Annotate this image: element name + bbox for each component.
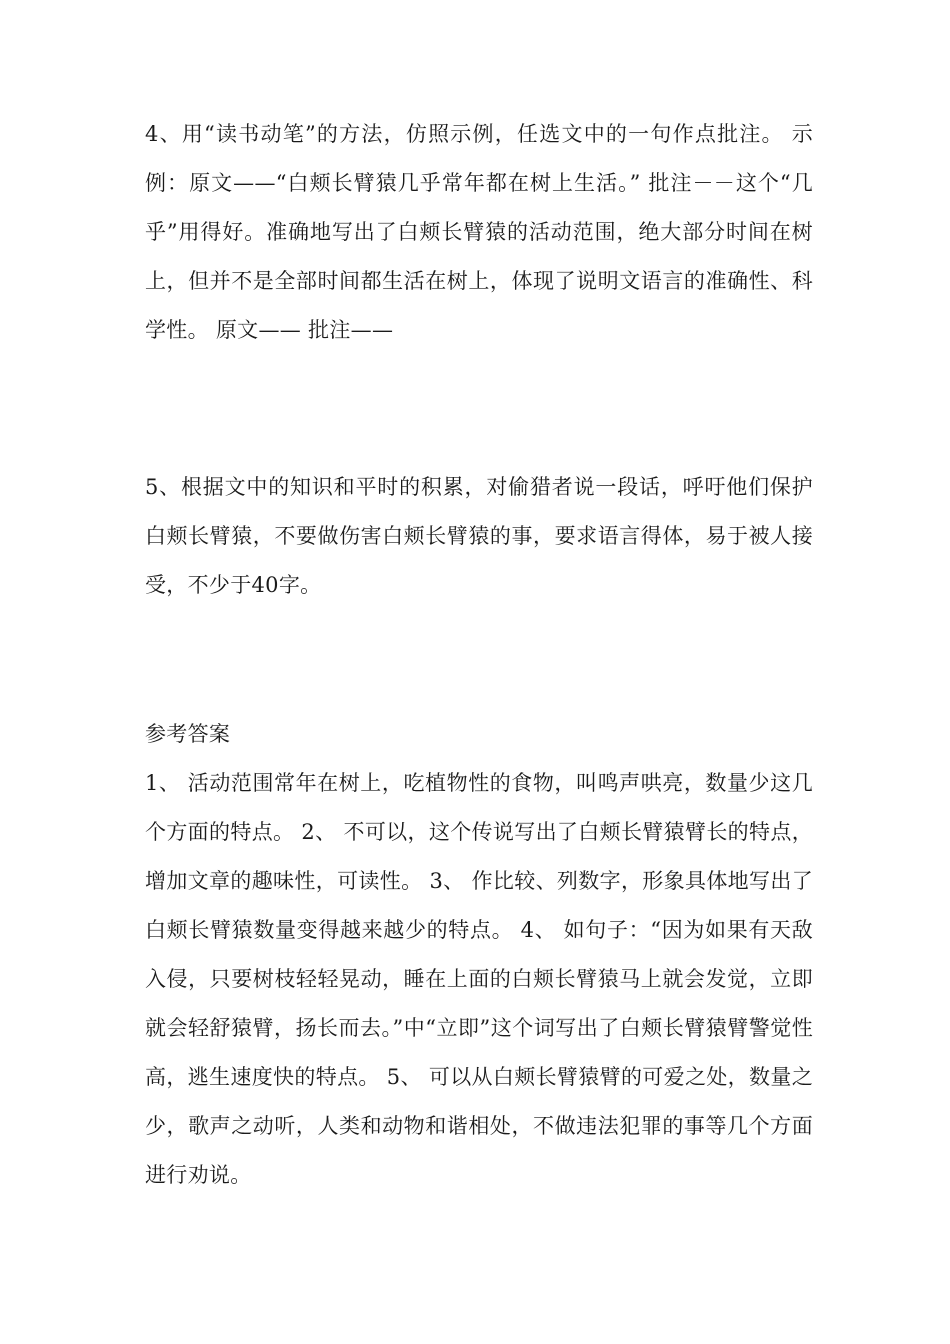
question-4-text: 4、用“读书动笔”的方法，仿照示例，任选文中的一句作点批注。 示例：原文——“白颊长臂猿几乎常年都在树上生活。” 批注－－这个“几乎”用得好。准确地写出了白颊长臂猿的活动范围，绝大部分时间在树上，但并不是全部时间都生活在树上，体现了说明文语言的准确性、科学性。 原文—— 批注—— bbox=[145, 122, 813, 342]
answers-body-text: 1、 活动范围常年在树上，吃植物性的食物，叫鸣声哄亮，数量少这几个方面的特点。 2、 不可以，这个传说写出了白颊长臂猿臂长的特点，增加文章的趣味性，可读性。 3、 作比较、列数字，形象具体地写出了白颊长臂猿数量变得越来越少的特点。 4、 如句子：“因为如果有天敌入侵，只要树枝轻轻晃动，睡在上面的白颊长臂猿马上就会发觉，立即就会轻舒猿臂，扬长而去。”中“立即”这个词写出了白颊长臂猿臂警觉性高，逃生速度快的特点。 5、 可以从白颊长臂猿臂的可爱之处，数量之少，歌声之动听，人类和动物和谐相处，不做违法犯罪的事等几个方面进行劝说。 bbox=[145, 771, 813, 1187]
answers-heading: 参考答案 bbox=[145, 722, 231, 746]
question-5-text: 5、根据文中的知识和平时的积累，对偷猎者说一段话，呼吁他们保护白颊长臂猿，不要做伤害白颊长臂猿的事，要求语言得体，易于被人接受，不少于40字。 bbox=[145, 475, 813, 597]
